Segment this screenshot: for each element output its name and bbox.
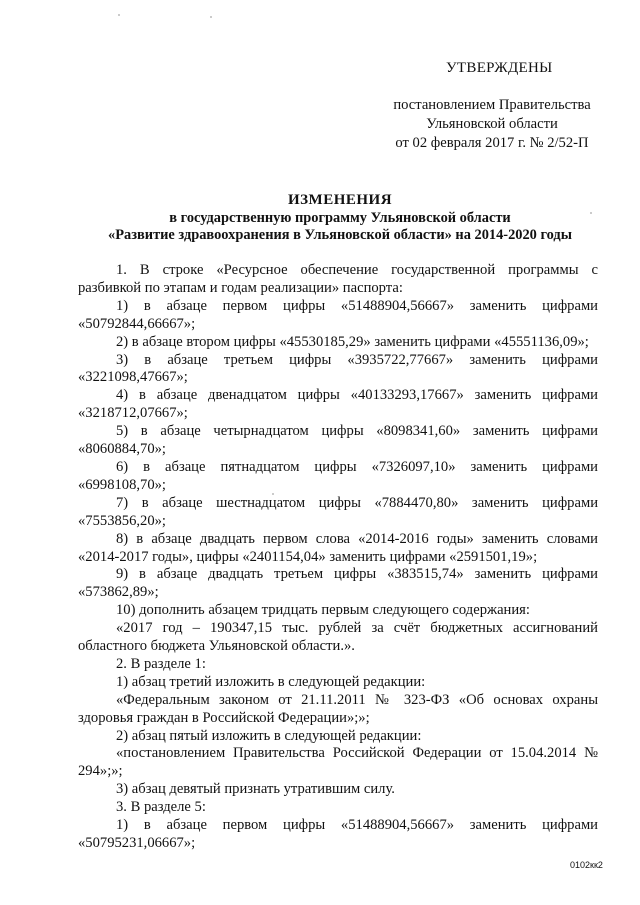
paragraph: 2) в абзаце втором цифры «45530185,29» заменить цифрами «45551136,09»; bbox=[116, 333, 589, 350]
paragraph: 8) в абзаце двадцать первом слова «2014-2016 годы» заменить словами «2014-2017 годы», цифры «2401154,04» заменить цифрами «2591501,19»; bbox=[78, 530, 598, 565]
paragraph: 1) в абзаце первом цифры «51488904,56667» заменить цифрами «50792844,66667»; bbox=[78, 297, 598, 332]
paragraph: 3) в абзаце третьем цифры «3935722,77667» заменить цифрами «3221098,47667»; bbox=[78, 351, 598, 386]
approved-stamp-label: УТВЕРЖДЕНЫ bbox=[446, 60, 553, 76]
paragraph: «постановлением Правительства Российской Федерации от 15.04.2014 № 294»;»; bbox=[78, 745, 598, 780]
paragraph: 7) в абзаце шестнадцатом цифры «7884470,80» заменить цифрами «7553856,20»; bbox=[78, 494, 598, 529]
title-line: ИЗМЕНЕНИЯ bbox=[287, 192, 393, 208]
paragraph: 9) в абзаце двадцать третьем цифры «383515,74» заменить цифрами «573862,89»; bbox=[78, 566, 598, 601]
title-line: «Развитие здравоохранения в Ульяновской области» на 2014-2020 годы bbox=[108, 227, 572, 243]
approval-line: Ульяновской области bbox=[426, 116, 558, 132]
paragraph: 3. В разделе 5: bbox=[116, 799, 206, 816]
scan-speck bbox=[118, 14, 120, 16]
paragraph: 10) дополнить абзацем тридцать первым следующего содержания: bbox=[116, 602, 530, 619]
paragraph: 3) абзац девятый признать утратившим силу. bbox=[116, 781, 395, 798]
paragraph: 1) в абзаце первом цифры «51488904,56667» заменить цифрами «50795231,06667»; bbox=[78, 817, 598, 851]
paragraph: 1. В строке «Ресурсное обеспечение государственной программы с разбивкой по этапам и годам реализации» паспорта: bbox=[78, 262, 598, 296]
title-line: в государственную программу Ульяновской области bbox=[169, 209, 511, 226]
paragraph: 2) абзац пятый изложить в следующей редакции: bbox=[116, 727, 422, 744]
paragraph: 2. В разделе 1: bbox=[116, 655, 206, 672]
paragraph: 1) абзац третий изложить в следующей редакции: bbox=[116, 673, 426, 690]
paragraph: 4) в абзаце двенадцатом цифры «40133293,17667» заменить цифрами «3218712,07667»; bbox=[78, 387, 598, 422]
approval-block bbox=[360, 96, 624, 153]
paragraph: «2017 год – 190347,15 тыс. рублей за счёт бюджетных ассигнований областного бюджета Ульяновской области.». bbox=[78, 620, 598, 655]
document-body bbox=[78, 262, 598, 853]
scan-speck bbox=[210, 16, 212, 18]
document-code: 0102кк2 bbox=[570, 860, 603, 870]
document-title bbox=[60, 192, 620, 245]
paragraph: 5) в абзаце четырнадцатом цифры «8098341,60» заменить цифрами «8060884,70»; bbox=[78, 423, 598, 458]
paragraph: 6) в абзаце пятнадцатом цифры «7326097,10» заменить цифрами «6998108,70»; bbox=[78, 458, 598, 493]
approval-line: от 02 февраля 2017 г. № 2/52-П bbox=[395, 135, 589, 151]
approval-line: постановлением Правительства bbox=[393, 97, 591, 113]
paragraph: «Федеральным законом от 21.11.2011 № 323-ФЗ «Об основах охраны здоровья граждан в Российской Федерации»;»; bbox=[78, 691, 598, 726]
